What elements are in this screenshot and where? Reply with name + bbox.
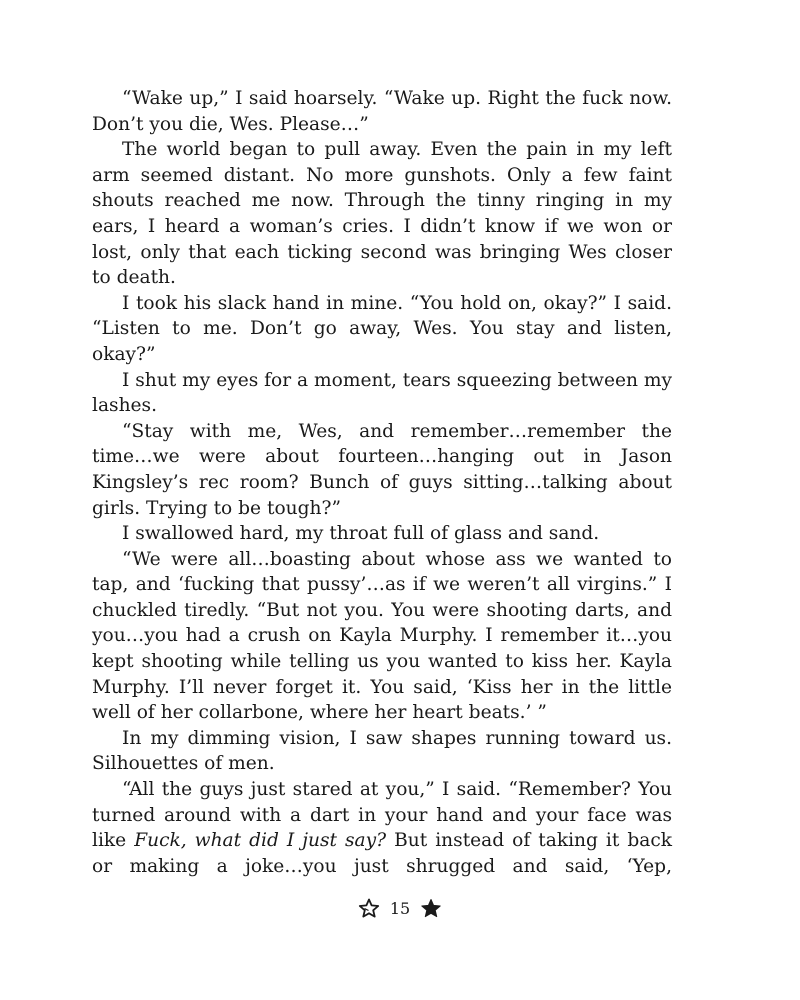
page-footer <box>0 898 800 918</box>
page-number: 15 <box>389 898 411 918</box>
outline-star-icon <box>358 898 380 918</box>
paragraph-8: In my dimming vision, I saw shapes running toward us. Silhouettes of men. <box>92 727 672 775</box>
paragraph-4: I shut my eyes for a moment, tears squeezing between my lashes. <box>92 369 672 417</box>
solid-star-icon <box>420 898 442 918</box>
paragraph-7: “We were all…boasting about whose ass we wanted to tap, and ‘fucking that pussy’…as if we weren’t all virgins.” I chuckled tiredly. “But not you. You were shooting darts, and you…you had a crush on Kayla Murphy. I remember it…you kept shooting while telling us you wanted to kiss her. Kayla Murphy. I’ll never forget it. You said, ‘Kiss her in the little well of her collarbone, where her heart beats.’ ” <box>92 548 672 724</box>
paragraph-6: I swallowed hard, my throat full of glass and sand. <box>122 523 600 545</box>
paragraph-9-end: But instead of taking it back or making a joke…you just shrugged and said, ‘Yep, <box>92 830 673 877</box>
body-text <box>92 86 672 879</box>
paragraph-5: “Stay with me, Wes, and remember…remember the time…we were about fourteen…hanging out in Jason Kingsley’s rec room? Bunch of guys sitting…talking about girls. Trying to be tough?” <box>92 420 672 519</box>
paragraph-9-italic: Fuck, what did I just say? <box>134 830 387 852</box>
paragraph-9-start: “All the guys just stared at you,” I said. “Remember? You turned around with a dart in your hand and your face was like <box>92 779 672 852</box>
paragraph-1: “Wake up,” I said hoarsely. “Wake up. Right the fuck now. Don’t you die, Wes. Please…” <box>92 88 672 135</box>
paragraph-9 <box>92 777 672 879</box>
paragraph-2: The world began to pull away. Even the pain in my left arm seemed distant. No more gunshots. Only a few faint shouts reached me now. Through the tinny ringing in my ears, I heard a woman’s cries. I didn’t know if we won or lost, only that each ticking second was bringing Wes closer to death. <box>92 139 672 289</box>
paragraph-3: I took his slack hand in mine. “You hold on, okay?” I said. “Listen to me. Don’t go away, Wes. You stay and listen, okay?” <box>92 292 672 365</box>
